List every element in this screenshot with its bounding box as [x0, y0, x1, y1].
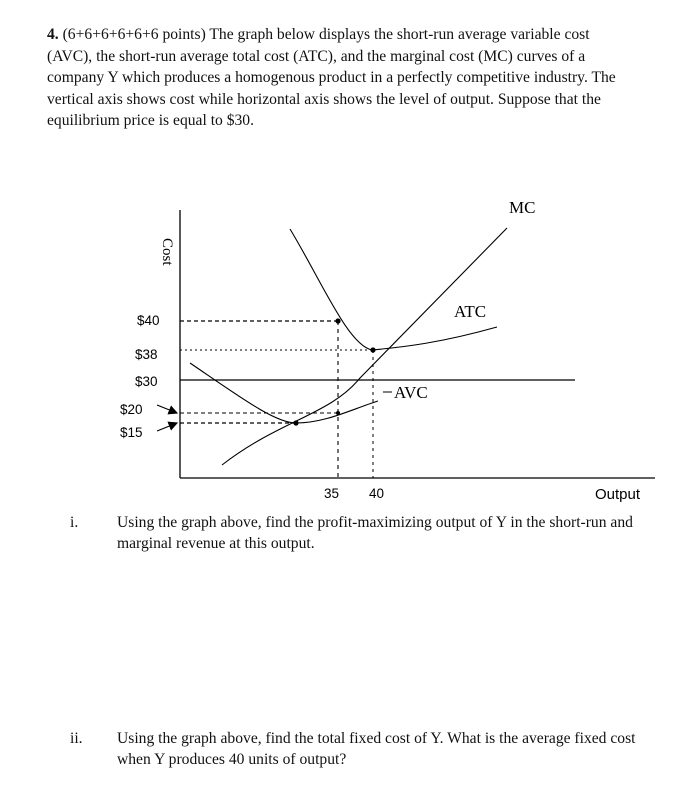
point-atc-min [370, 347, 375, 352]
question-number: 4. [47, 26, 59, 43]
item-text: Using the graph above, find the total fixed cost of Y. What is the average fixed cost when Y produces 40 units of output? [117, 730, 636, 768]
point-mc-atc-top [335, 318, 340, 323]
item-number: i. [70, 514, 79, 531]
atc-curve [290, 229, 497, 350]
y-tick-label: $15 [120, 425, 143, 440]
item-text: Using the graph above, find the profit-maximizing output of Y in the short-run and marginal revenue at this output. [117, 514, 633, 552]
avc-label: AVC [394, 383, 428, 402]
mc-label: MC [509, 198, 536, 217]
y15-pointer-arrow [157, 423, 177, 431]
avc-curve [190, 363, 378, 423]
item-number: ii. [70, 730, 83, 747]
y-tick-label: $38 [135, 347, 158, 362]
question-body: (6+6+6+6+6+6 points) The graph below displays the short-run average variable cost (AVC), the short-run average total cost (ATC), and the marginal cost (MC) curves of a company Y which produces a homogenous product in a perfectly competitive industry. The vertical axis shows cost while horizontal axis shows the level of output. Suppose that the equilibrium price is equal to $30. [47, 26, 616, 130]
y20-pointer-arrow [157, 405, 177, 413]
point-avc-35 [336, 411, 340, 415]
point-avc-min [293, 420, 298, 425]
y-tick-label: $30 [135, 374, 158, 389]
x-tick-label: 40 [369, 486, 385, 501]
x-tick-label: 35 [324, 486, 340, 501]
x-axis-label: Output [595, 486, 641, 503]
y-tick-label: $40 [137, 313, 160, 328]
atc-label: ATC [454, 302, 487, 321]
y-tick-label: $20 [120, 402, 143, 417]
y-axis-label: Cost [159, 238, 175, 266]
